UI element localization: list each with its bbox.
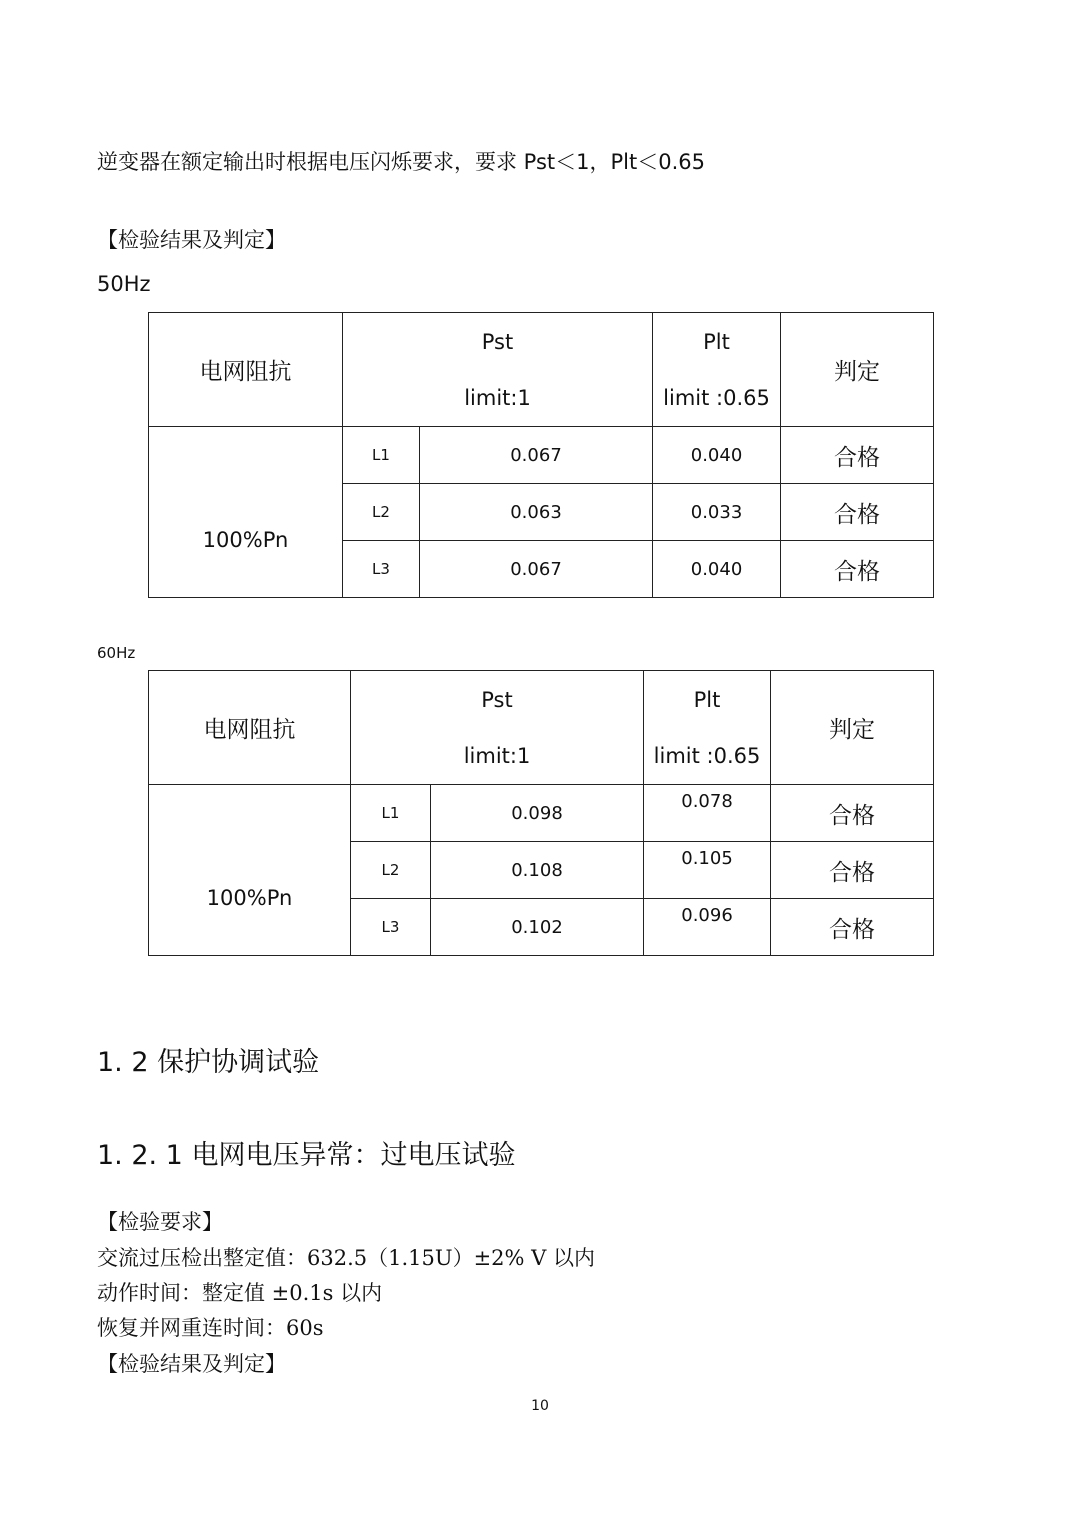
pst-value: 0.067 (420, 541, 653, 598)
plt-value: 0.033 (653, 484, 781, 541)
condition-cell: 100%Pn (149, 427, 343, 598)
verdict-cell: 合格 (771, 785, 934, 842)
header-pst (351, 671, 644, 785)
pst-value: 0.108 (431, 842, 644, 899)
flicker-table-60hz (148, 670, 934, 956)
plt-value: 0.040 (653, 427, 781, 484)
header-pst-label: Pst (481, 687, 513, 712)
header-verdict: 判定 (781, 313, 934, 427)
requirement-line: 恢复并网重连时间：60s (97, 1316, 324, 1340)
plt-value: 0.078 (644, 785, 771, 842)
header-verdict: 判定 (771, 671, 934, 785)
phase-cell: L1 (343, 427, 420, 484)
header-pst (343, 313, 653, 427)
verdict-cell: 合格 (771, 899, 934, 956)
pst-value: 0.098 (431, 785, 644, 842)
header-pst-label: Pst (481, 329, 514, 354)
header-plt-limit: limit :0.65 (663, 385, 770, 410)
header-pst-limit: limit:1 (463, 743, 531, 768)
pst-value: 0.102 (431, 899, 644, 956)
requirement-line: 动作时间：整定值 ±0.1s 以内 (97, 1281, 383, 1305)
result-heading: 【检验结果及判定】 (97, 1352, 286, 1376)
requirements-heading: 【检验要求】 (97, 1210, 223, 1234)
table-row (149, 785, 934, 842)
phase-cell: L2 (343, 484, 420, 541)
plt-value: 0.040 (653, 541, 781, 598)
result-heading: 【检验结果及判定】 (97, 228, 286, 252)
header-plt-label: Plt (693, 687, 721, 712)
pst-value: 0.063 (420, 484, 653, 541)
condition-cell: 100%Pn (149, 785, 351, 956)
phase-cell: L3 (343, 541, 420, 598)
section-heading-1-2: 1. 2 保护协调试验 (97, 1047, 320, 1078)
header-plt-label: Plt (703, 329, 730, 354)
intro-text: 逆变器在额定输出时根据电压闪烁要求，要求 Pst＜1，Plt＜0.65 (97, 150, 705, 174)
plt-value: 0.105 (644, 842, 771, 899)
phase-cell: L2 (351, 842, 431, 899)
requirement-line: 交流过压检出整定值：632.5（1.15U）±2% V 以内 (97, 1246, 596, 1270)
verdict-cell: 合格 (781, 484, 934, 541)
pst-value: 0.067 (420, 427, 653, 484)
header-plt (644, 671, 771, 785)
header-pst-limit: limit:1 (464, 385, 531, 410)
header-plt-limit: limit :0.65 (653, 743, 761, 768)
phase-cell: L1 (351, 785, 431, 842)
phase-cell: L3 (351, 899, 431, 956)
section-heading-1-2-1: 1. 2. 1 电网电压异常：过电压试验 (97, 1140, 516, 1171)
header-impedance: 电网阻抗 (149, 671, 351, 785)
table-row (149, 427, 934, 484)
verdict-cell: 合格 (771, 842, 934, 899)
verdict-cell: 合格 (781, 541, 934, 598)
flicker-table-50hz (148, 312, 934, 598)
table-label-60hz: 60Hz (97, 644, 136, 662)
header-plt (653, 313, 781, 427)
header-impedance: 电网阻抗 (149, 313, 343, 427)
page-number: 10 (531, 1398, 549, 1414)
verdict-cell: 合格 (781, 427, 934, 484)
table-label-50hz: 50Hz (97, 272, 151, 296)
plt-value: 0.096 (644, 899, 771, 956)
